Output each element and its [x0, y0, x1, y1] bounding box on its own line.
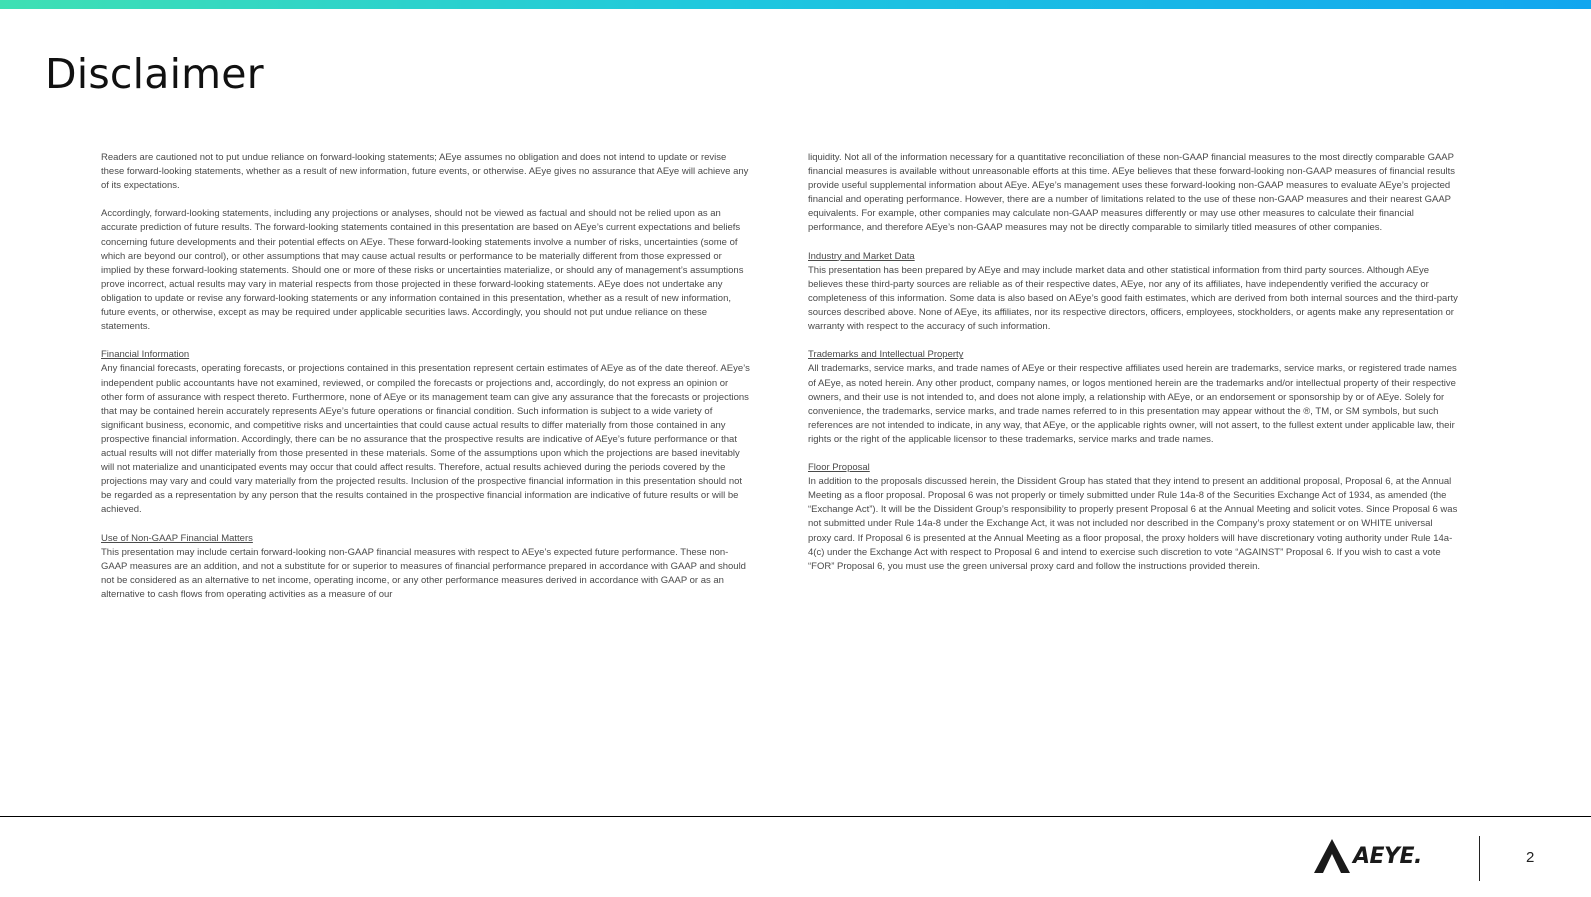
- section-heading: Trademarks and Intellectual Property: [808, 349, 964, 361]
- paragraph-text: All trademarks, service marks, and trade names of AEye or their respective affiliates used herein are trademarks, service marks, or registered trade names of AEye, as noted herein. Any other product, company names, or logos mentioned herein are the trademarks and/or intellectual property of their respective owners, and their use is not intended to, and does not alone imply, a relationship with AEye, or an endorsement or sponsorship by or of AEye. Solely for convenience, the trademarks, service marks, and trade names referred to in this presentation may appear without the ®, TM, or SM symbols, but such references are not intended to indicate, in any way, that AEye, or the applicable rights owner, will not assert, to the fullest extent under applicable law, their rights or the right of the applicable licensor to these trademarks, service marks and trade names.: [808, 363, 1457, 445]
- page-number: 2: [1526, 849, 1535, 866]
- paragraph-text: This presentation has been prepared by AEye and may include market data and other statistical information from third party sources. Although AEye believes these third-party sources are reliable as of their respective dates, AEye, nor any of its affiliates, have independently verified the accuracy or completeness of this information. Some data is also based on AEye’s good faith estimates, which are derived from both internal sources and the third-party sources described above. None of AEye, its affiliates, nor its respective directors, officers, employees, stockholders, or agents make any representation or warranty with respect to the accuracy of such information.: [808, 264, 1458, 333]
- forward-looking-paragraph-2: [101, 207, 751, 334]
- paragraph-text: This presentation may include certain forward-looking non-GAAP financial measures with respect to AEye’s expected future performance. These non-GAAP measures are an addition, and not a substitute for or superior to measures of financial performance prepared in accordance with GAAP and should not be considered as an alternative to net income, operating income, or any other performance measures derived in accordance with GAAP or as an alternative to cash flows from operating activities as a measure of our: [101, 546, 746, 600]
- forward-looking-paragraph-1: [101, 151, 751, 193]
- logo-wordmark: AEYE.: [1353, 843, 1422, 869]
- paragraph-text: Any financial forecasts, operating forecasts, or projections contained in this presentation represent certain estimates of AEye as of the date thereof. AEye’s independent public accountants have not examined, reviewed, or compiled the forecasts or projections and, accordingly, do not express an opinion or other form of assurance with respect thereto. Furthermore, none of AEye or its management team can give any assurance that the forecasts or projections that may be contained herein accurately represents AEye’s future operations or financial condition. Such information is subject to a wide variety of significant business, economic, and competitive risks and uncertainties that could cause actual results to differ materially from those contained in any prospective financial information. Accordingly, there can be no assurance that the prospective results are indicative of AEye’s future performance or that actual results will not differ materially from those presented in these materials. Some of the assumptions upon which the projections are based inevitably will not materialize and unanticipated events may occur that could affect results. Therefore, actual results achieved during the periods covered by the projections may vary and could vary materially from the projected results. Inclusion of the prospective financial information in this presentation should not be regarded as a representation by any person that the results contained in the prospective financial information are indicative of future results or will be achieved.: [101, 363, 750, 516]
- financial-information-section: [101, 348, 751, 517]
- non-gaap-section: [101, 532, 751, 602]
- footer-divider-line: [0, 816, 1591, 817]
- section-heading: Industry and Market Data: [808, 250, 915, 262]
- footer-vertical-divider: [1479, 836, 1480, 881]
- paragraph-text: liquidity. Not all of the information necessary for a quantitative reconciliation of these non-GAAP financial measures to the most directly comparable GAAP financial measures is available without unreasonable efforts at this time. AEye believes that these forward-looking non-GAAP measures of financial results provide useful supplemental information about AEye. AEye’s management uses these forward-looking non-GAAP measures to evaluate AEye’s projected financial and operating performance. However, there are a number of limitations related to the use of these non-GAAP measures and their nearest GAAP equivalents. For example, other companies may calculate non-GAAP measures differently or may use other measures to calculate their financial performance, and therefore AEye’s non-GAAP measures may not be directly comparable to similarly titled measures of other companies.: [808, 152, 1456, 234]
- aeye-logo-icon: [1313, 838, 1351, 874]
- section-heading: Use of Non-GAAP Financial Matters: [101, 532, 253, 544]
- non-gaap-continued: [808, 151, 1458, 236]
- paragraph-text: Readers are cautioned not to put undue reliance on forward-looking statements; AEye assumes no obligation and does not intend to update or revise these forward-looking statements, whether as a result of new information, future events, or otherwise. AEye gives no assurance that AEye will achieve any of its expectations.: [101, 152, 749, 192]
- left-text-column: [101, 151, 751, 616]
- paragraph-text: In addition to the proposals discussed herein, the Dissident Group has stated that they intend to present an additional proposal, Proposal 6, at the Annual Meeting as a floor proposal. Proposal 6 was not properly or timely submitted under Rule 14a-8 of the Securities Exchange Act of 1934, as amended (the “Exchange Act”). It will be the Dissident Group’s responsibility to properly present Proposal 6 at the Annual Meeting and solicit votes. Since Proposal 6 was not submitted under Rule 14a-8 under the Exchange Act, it was not included nor described in the Company’s proxy statement or on WHITE universal proxy card. If Proposal 6 is presented at the Annual Meeting as a floor proposal, the proxy holders will have discretionary voting authority under Rule 14a-4(c) under the Exchange Act with respect to Proposal 6 and intend to exercise such discretion to vote “AGAINST” Proposal 6. If you wish to cast a vote “FOR” Proposal 6, you must use the green universal proxy card and follow the instructions provided therein.: [808, 476, 1458, 572]
- trademarks-section: [808, 348, 1458, 447]
- aeye-logo: [1313, 838, 1453, 874]
- right-text-column: [808, 151, 1458, 588]
- top-accent-bar: [0, 0, 1591, 9]
- industry-market-data-section: [808, 250, 1458, 335]
- section-heading: Financial Information: [101, 349, 190, 361]
- section-heading: Floor Proposal: [808, 462, 870, 474]
- page-title: Disclaimer: [45, 50, 264, 98]
- floor-proposal-section: [808, 461, 1458, 574]
- paragraph-text: Accordingly, forward-looking statements, including any projections or analyses, should not be viewed as factual and should not be relied upon as an accurate prediction of future results. The forward-looking statements contained in this presentation are based on AEye’s current expectations and beliefs concerning future developments and their potential effects on AEye. These forward-looking statements involve a number of risks, uncertainties (some of which are beyond our control), or other assumptions that may cause actual results or performance to be materially different from those expressed or implied by these forward-looking statements. Should one or more of these risks or uncertainties materialize, or should any of management’s assumptions prove incorrect, actual results may vary in material respects from those projected in these forward-looking statements. AEye does not undertake any obligation to update or revise any forward-looking statements or any information contained in this presentation, whether as a result of new information, future events, or otherwise, except as may be required under applicable securities laws. Accordingly, you should not put undue reliance on these statements.: [101, 208, 744, 333]
